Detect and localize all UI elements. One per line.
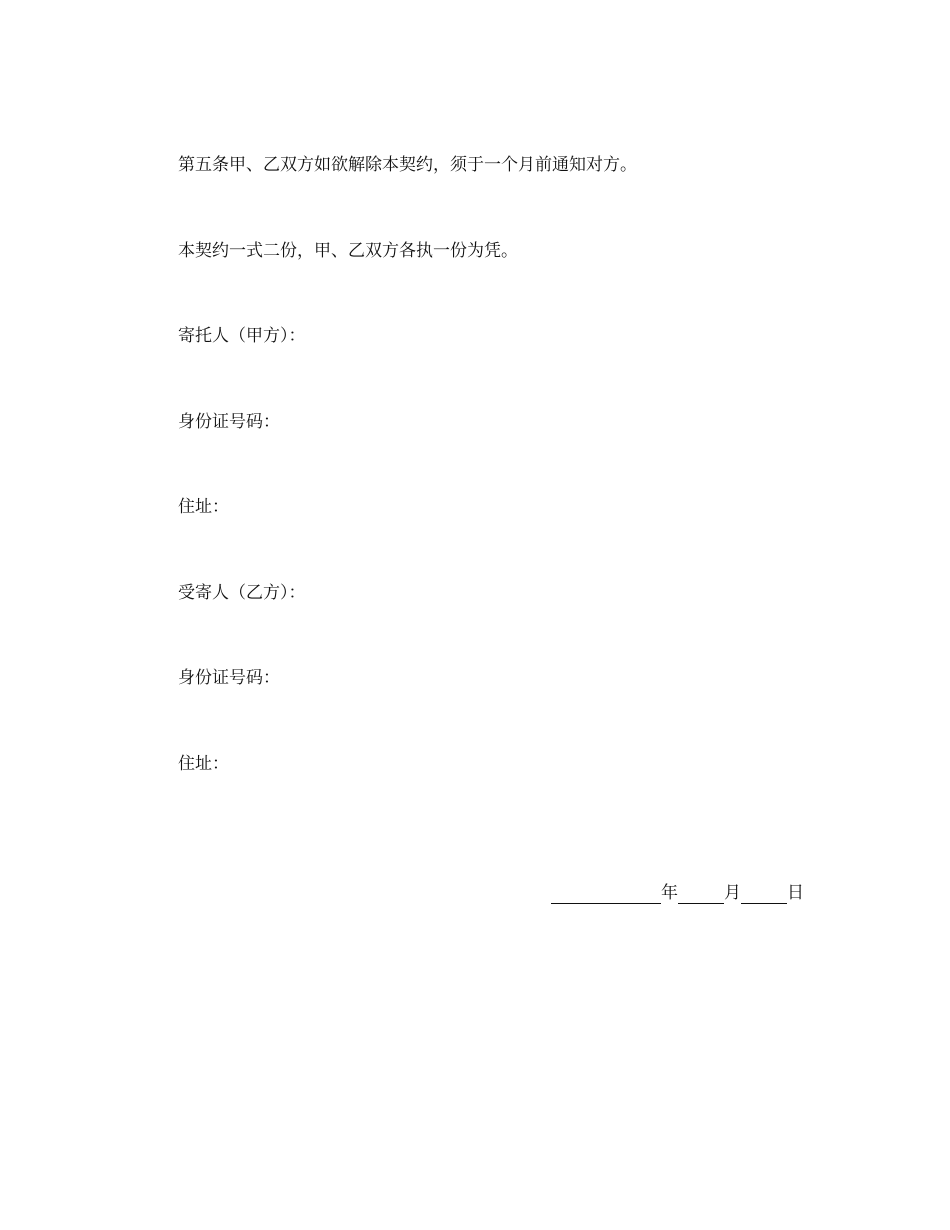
party-a-id-number-label: 身份证号码： bbox=[178, 412, 280, 432]
article-five-text: 第五条甲、乙双方如欲解除本契约，须于一个月前通知对方。 bbox=[178, 155, 637, 175]
party-a-address-label: 住址： bbox=[178, 497, 229, 517]
party-b-id-number-label: 身份证号码： bbox=[178, 668, 280, 688]
day-unit: 日 bbox=[787, 883, 804, 903]
signature-date-row bbox=[551, 880, 804, 904]
year-blank bbox=[551, 883, 661, 904]
depositary-party-b-label: 受寄人（乙方）： bbox=[178, 583, 306, 603]
month-blank bbox=[678, 883, 724, 904]
year-unit: 年 bbox=[661, 883, 678, 903]
day-blank bbox=[741, 883, 787, 904]
party-b-address-label: 住址： bbox=[178, 754, 229, 774]
depositor-party-a-label: 寄托人（甲方）： bbox=[178, 326, 306, 346]
month-unit: 月 bbox=[724, 883, 741, 903]
copies-clause-text: 本契约一式二份，甲、乙双方各执一份为凭。 bbox=[178, 241, 518, 261]
